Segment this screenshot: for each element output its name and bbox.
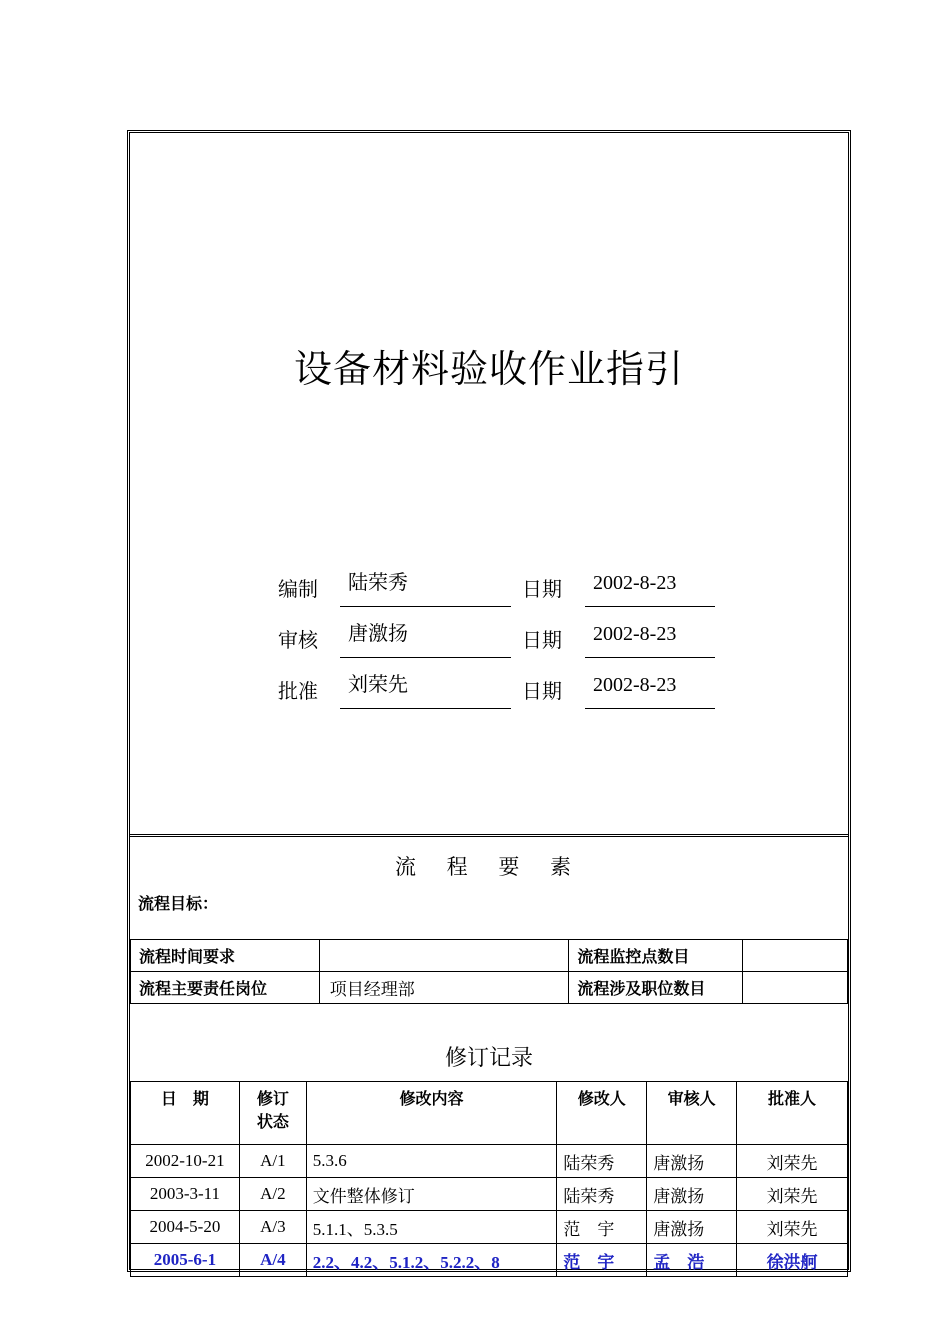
- table-row: [131, 940, 848, 972]
- revision-content: 2.2、4.2、5.1.2、5.2.2、8: [306, 1244, 557, 1277]
- compile-date-label: 日期: [522, 577, 562, 601]
- revision-approver: 刘荣先: [737, 1145, 848, 1178]
- revision-status: A/1: [239, 1145, 306, 1178]
- responsible-post-value: 项目经理部: [319, 972, 569, 1004]
- revision-editor: 范 宇: [557, 1211, 647, 1244]
- review-date-label: 日期: [522, 628, 562, 652]
- section-divider: [130, 834, 848, 838]
- revision-approver: 刘荣先: [737, 1211, 848, 1244]
- revision-content: 文件整体修订: [306, 1178, 557, 1211]
- revision-content: 5.1.1、5.3.5: [306, 1211, 557, 1244]
- header-content: 修改内容: [306, 1082, 557, 1145]
- table-row: [131, 1145, 848, 1178]
- responsible-post-label: 流程主要责任岗位: [131, 972, 320, 1004]
- process-section-title: 流 程 要 素: [394, 855, 584, 879]
- compiler-name: 陆荣秀: [340, 565, 511, 607]
- table-row: [131, 1211, 848, 1244]
- approver-label: 批准: [278, 679, 318, 703]
- approver-name: 刘荣先: [340, 667, 511, 709]
- table-row: [131, 972, 848, 1004]
- approve-date-label: 日期: [522, 679, 562, 703]
- revision-approver: 徐洪舸: [737, 1244, 848, 1277]
- revision-table: [130, 1081, 848, 1277]
- revision-date: 2002-10-21: [131, 1145, 240, 1178]
- revision-approver: 刘荣先: [737, 1178, 848, 1211]
- header-reviewer: 审核人: [647, 1082, 737, 1145]
- process-requirements-table: [130, 939, 848, 1004]
- monitor-points-label: 流程监控点数目: [569, 940, 743, 972]
- header-date: 日 期: [131, 1082, 240, 1145]
- document-title: 设备材料验收作业指引: [293, 347, 684, 391]
- revision-date: 2003-3-11: [131, 1178, 240, 1211]
- revision-content: 5.3.6: [306, 1145, 557, 1178]
- table-row-latest: [131, 1244, 848, 1277]
- compile-date: 2002-8-23: [585, 565, 715, 607]
- document-frame: [127, 130, 851, 1272]
- revision-record-title: 修订记录: [444, 1046, 533, 1071]
- compiler-label: 编制: [278, 577, 318, 601]
- review-date: 2002-8-23: [585, 616, 715, 658]
- process-goal-label: 流程目标：: [138, 894, 219, 913]
- positions-count-label: 流程涉及职位数目: [569, 972, 743, 1004]
- revision-reviewer: 唐激扬: [647, 1145, 737, 1178]
- reviewer-label: 审核: [278, 628, 318, 652]
- time-requirement-label: 流程时间要求: [131, 940, 320, 972]
- header-status: 修订状态: [239, 1082, 306, 1145]
- revision-reviewer: 唐激扬: [647, 1211, 737, 1244]
- header-approver: 批准人: [737, 1082, 848, 1145]
- header-editor: 修改人: [557, 1082, 647, 1145]
- revision-date: 2005-6-1: [131, 1244, 240, 1277]
- monitor-points-value: [743, 940, 848, 972]
- revision-status: A/2: [239, 1178, 306, 1211]
- revision-header-row: [131, 1082, 848, 1145]
- revision-status: A/3: [239, 1211, 306, 1244]
- revision-editor: 陆荣秀: [557, 1178, 647, 1211]
- positions-count-value: [743, 972, 848, 1004]
- table-row: [131, 1178, 848, 1211]
- time-requirement-value: [319, 940, 569, 972]
- cover-section: [130, 133, 848, 833]
- reviewer-name: 唐激扬: [340, 616, 511, 658]
- revision-date: 2004-5-20: [131, 1211, 240, 1244]
- approve-date: 2002-8-23: [585, 667, 715, 709]
- revision-status: A/4: [239, 1244, 306, 1277]
- revision-reviewer: 孟 浩: [647, 1244, 737, 1277]
- revision-editor: 范 宇: [557, 1244, 647, 1277]
- revision-editor: 陆荣秀: [557, 1145, 647, 1178]
- revision-reviewer: 唐激扬: [647, 1178, 737, 1211]
